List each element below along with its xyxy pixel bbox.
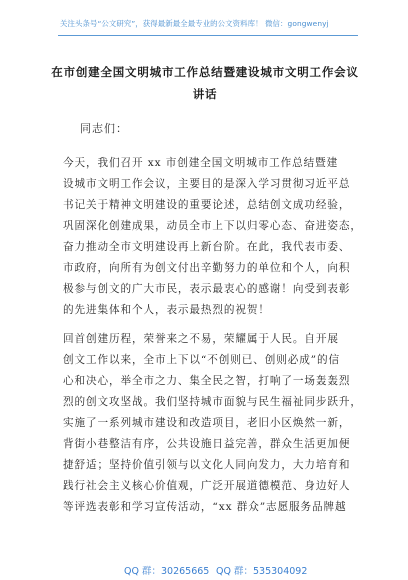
body-text-line: 设城市文明工作会议，主要目的是深入学习贯彻习近平总 xyxy=(63,178,351,190)
body-text-line: 的先进集体和个人，表示最热烈的祝贺！ xyxy=(63,304,270,316)
body-text-line: 践行社会主义核心价值观，广泛开展道德模范、身边好人 xyxy=(63,480,351,492)
body-text-line: 极参与创文的广大市民，表示最衷心的感谢！向受到表彰 xyxy=(63,283,351,295)
body-text-line: 书记关于精神文明建设的重要论述，总结创文成功经验， xyxy=(63,199,351,211)
body-text-line: 巩固深化创建成果，动员全市上下以归零心态、奋进姿态， xyxy=(63,220,362,232)
body-text-line: 背街小巷整洁有序，公共设施日益完善，群众生活更加便 xyxy=(63,438,351,450)
page-title-continued: 讲话 xyxy=(192,87,218,101)
body-text-line: 创文工作以来，全市上下以“不创则已、创则必成”的信 xyxy=(63,354,340,366)
body-text-line: 心和决心，举全市之力、集全民之智，打响了一场轰轰烈 xyxy=(63,375,351,387)
body-text-line: 烈的创文攻坚战。我们坚持城市面貌与民生福祉同步跃升， xyxy=(63,396,362,408)
page-title: 在市创建全国文明城市工作总结暨建设城市文明工作会议 xyxy=(51,65,359,79)
body-text-line: 回首创建历程，荣誉来之不易，荣耀属于人民。自开展 xyxy=(63,333,339,345)
body-text-line: 今天，我们召开 xx 市创建全国文明城市工作总结暨建 xyxy=(63,157,339,169)
body-text-line: 实施了一系列城市建设和改造项目，老旧小区焕然一新， xyxy=(63,417,351,429)
header-banner: 关注头条号“公文研究”，获得最新最全最专业的公文资料库！ 微信：gongwenyj xyxy=(60,19,329,28)
header-divider xyxy=(58,35,358,36)
body-text-line: 捷舒适；坚持价值引领与以文化人同向发力，大力培育和 xyxy=(63,459,351,471)
body-text-line: 等评选表彰和学习宣传活动，“xx 群众”志愿服务品牌越 xyxy=(63,501,347,513)
body-text-line: 市政府，向所有为创文付出辛勤努力的单位和个人，向积 xyxy=(63,262,351,274)
footer-qq-group-1: QQ 群：30265665 xyxy=(124,566,210,577)
footer-qq-group-2: QQ 群：535304092 xyxy=(216,566,308,577)
salutation: 同志们： xyxy=(80,122,128,135)
body-text-line: 奋力推动全市文明建设再上新台阶。在此，我代表市委、 xyxy=(63,241,351,253)
